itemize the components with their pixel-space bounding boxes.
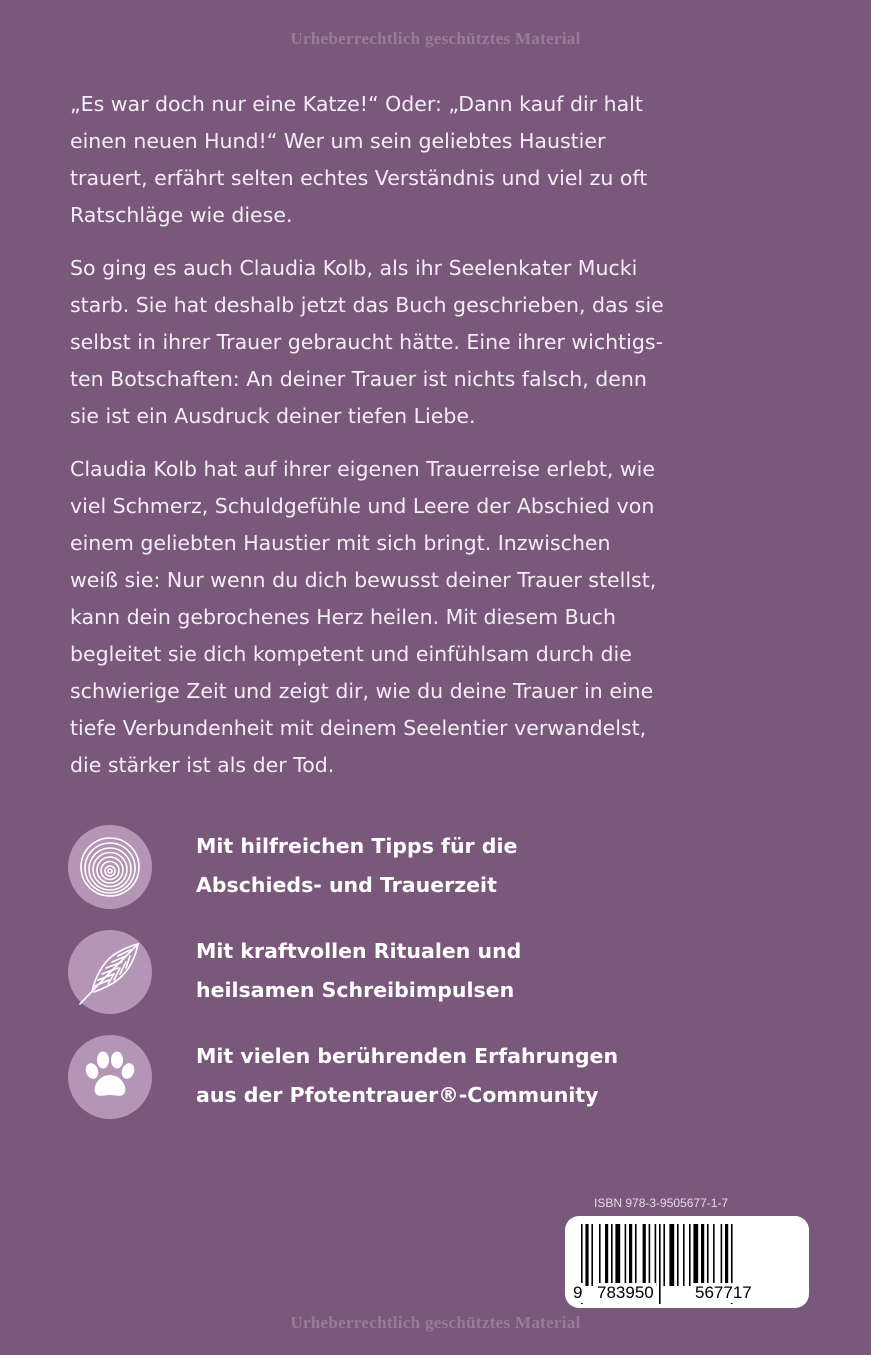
barcode-bar [625, 1224, 627, 1286]
barcode-bar [669, 1224, 674, 1286]
text-line: So ging es auch Claudia Kolb, als ihr Seelenkater Mucki [70, 256, 638, 280]
feature-item-rituals [68, 930, 788, 1014]
text-line: die stärker ist als der Tod. [70, 753, 335, 777]
barcode-digits-right: 567717 [695, 1283, 752, 1302]
barcode-bar [725, 1224, 728, 1286]
text-line: schwierige Zeit und zeigt dir, wie du deine Trauer in eine [70, 679, 654, 703]
text-line: viel Schmerz, Schuldgefühle und Leere der Abschied von [70, 494, 655, 518]
feature-text [196, 827, 517, 905]
text-line: kann dein gebrochenes Herz heilen. Mit diesem Buch [70, 605, 616, 629]
barcode-bar [599, 1224, 601, 1286]
feature-line: Mit kraftvollen Ritualen und [196, 939, 522, 963]
paragraph-2 [70, 250, 740, 435]
barcode-bar [721, 1224, 723, 1286]
text-line: Claudia Kolb hat auf ihrer eigenen Trauerreise erlebt, wie [70, 457, 655, 481]
feature-item-tips [68, 825, 788, 909]
barcode-bar [663, 1224, 665, 1286]
paragraph-1 [70, 86, 740, 234]
barcode-bar [713, 1224, 715, 1286]
watermark-top: Urheberrechtlich geschütztes Material [290, 29, 581, 48]
barcode-bar [649, 1224, 651, 1286]
feature-line: heilsamen Schreibimpulsen [196, 978, 515, 1002]
blurb-text [70, 86, 740, 800]
barcode-bar [629, 1224, 632, 1286]
text-line: weiß sie: Nur wenn du dich bewusst deiner Trauer stellst, [70, 568, 657, 592]
barcode-bar [615, 1224, 620, 1286]
feature-text [196, 932, 521, 1010]
text-line: begleitet sie dich kompetent und einfühlsam durch die [70, 642, 632, 666]
barcode-digit-lead: 9 [573, 1283, 583, 1302]
text-line: einen neuen Hund!“ Wer um sein geliebtes Haustier [70, 129, 606, 153]
barcode-bar [591, 1224, 593, 1286]
text-line: starb. Sie hat deshalb jetzt das Buch geschrieben, das sie [70, 293, 664, 317]
isbn-label: ISBN 978-3-9505677-1-7 [594, 1196, 729, 1210]
barcode-bar [635, 1224, 637, 1286]
spiral-icon [68, 825, 152, 909]
barcode-bar [683, 1224, 685, 1286]
barcode-bar [689, 1224, 691, 1286]
text-line: ten Botschaften: An deiner Trauer ist nichts falsch, denn [70, 367, 647, 391]
text-line: tiefe Verbundenheit mit deinem Seelentier verwandelst, [70, 716, 647, 740]
barcode-bar [659, 1224, 661, 1304]
barcode-bar [643, 1224, 646, 1286]
barcode-bar [655, 1224, 657, 1286]
feature-line: aus der Pfotentrauer®-Community [196, 1083, 599, 1107]
barcode-bar [611, 1224, 613, 1286]
text-line: „Es war doch nur eine Katze!“ Oder: „Dann kauf dir halt [70, 92, 643, 116]
text-line: einem geliebten Haustier mit sich bringt. Inzwischen [70, 531, 611, 555]
barcode-bar [701, 1224, 704, 1286]
text-line: trauert, erfährt selten echtes Verständnis und viel zu oft [70, 166, 648, 190]
barcode-digits-left: 783950 [597, 1283, 654, 1302]
text-line: selbst in ihrer Trauer gebraucht hätte. Eine ihrer wichtigs- [70, 330, 663, 354]
text-line: Ratschläge wie diese. [70, 203, 293, 227]
watermark-bottom: Urheberrechtlich geschütztes Material [290, 1313, 581, 1332]
barcode-bar [693, 1224, 698, 1286]
feature-line: Mit hilfreichen Tipps für die [196, 834, 518, 858]
feature-text [196, 1037, 618, 1115]
feature-line: Abschieds- und Trauerzeit [196, 873, 497, 897]
barcode [565, 1216, 809, 1308]
barcode-bar [585, 1224, 588, 1286]
barcode-bar [605, 1224, 608, 1286]
text-line: sie ist ein Ausdruck deiner tiefen Liebe. [70, 404, 476, 428]
paragraph-3 [70, 451, 740, 784]
paw-icon [68, 1035, 152, 1119]
barcode-bar [707, 1224, 709, 1286]
feature-line: Mit vielen berührenden Erfahrungen [196, 1044, 619, 1068]
barcode-bar [677, 1224, 679, 1286]
feature-item-community [68, 1035, 788, 1119]
feather-icon [68, 930, 152, 1014]
